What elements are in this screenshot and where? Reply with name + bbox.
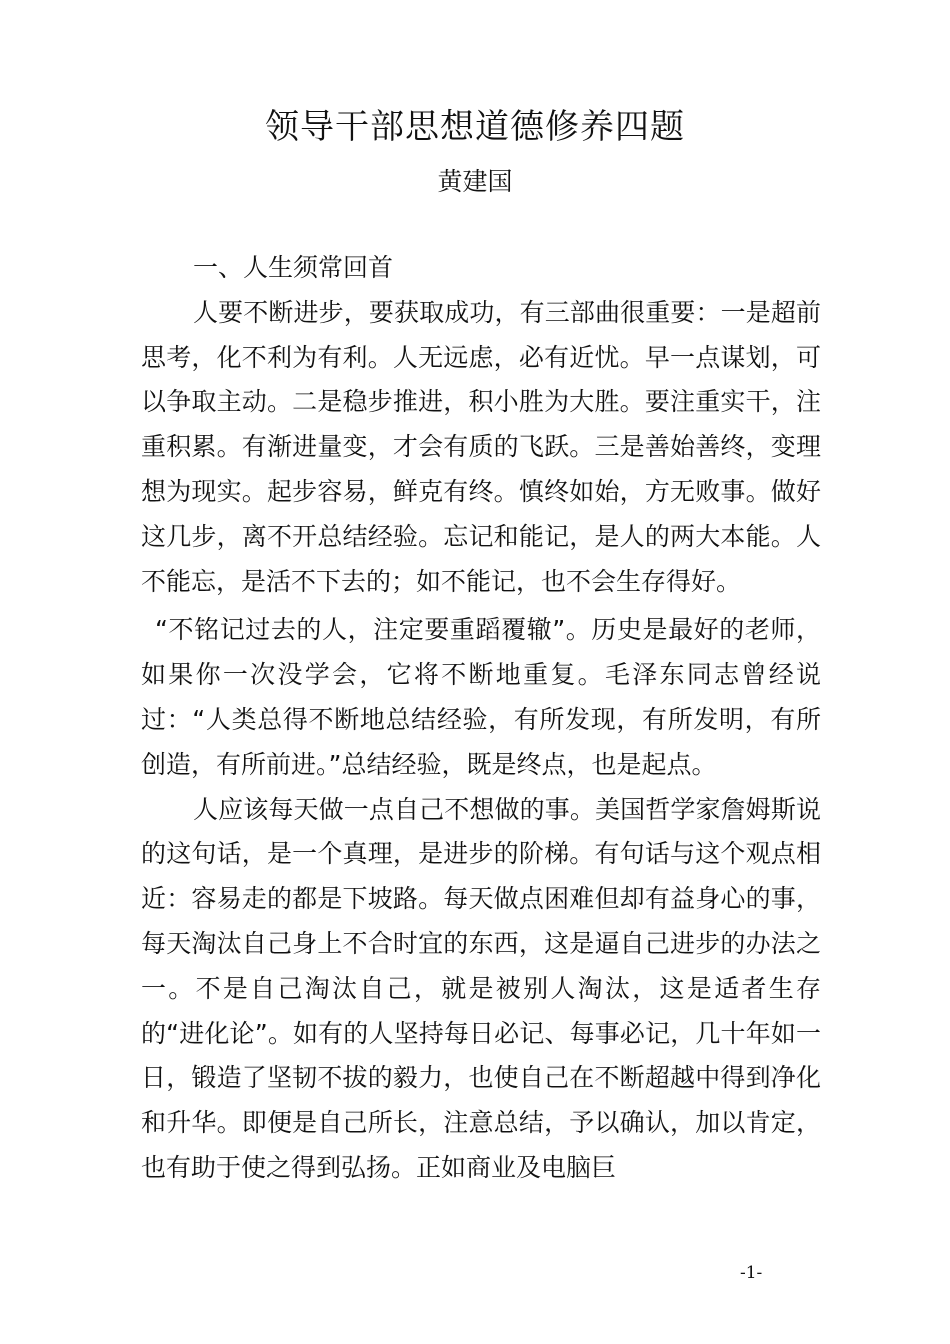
paragraph: 人应该每天做一点自己不想做的事。美国哲学家詹姆斯说的这句话，是一个真理，是进步的阶梯。有句话与这个观点相近：容易走的都是下坡路。每天做点困难但却有益身心的事，每天淘汰自己身上不合时宜的东西，这是逼自己进步的办法之一。不是自己淘汰自己，就是被别人淘汰，这是适者生存的“进化论”。如有的人坚持每日必记、每事必记，几十年如一日，锻造了坚韧不拔的毅力，也使自己在不断超越中得到净化和升华。即便是自己所长，注意总结，予以确认，加以肯定，也有助于使之得到弘扬。正如商业及电脑巨: [141, 794, 821, 1182]
section-heading: 一、人生须常回首: [193, 253, 394, 282]
document-author: 黄建国: [437, 167, 513, 196]
document-title: 领导干部思想道德修养四题: [265, 107, 685, 147]
paragraph: 人要不断进步，要获取成功，有三部曲很重要：一是超前思考，化不利为有利。人无远虑，必有近忧。早一点谋划，可以争取主动。二是稳步推进，积小胜为大胜。要注重实干，注重积累。有渐进量变，才会有质的飞跃。三是善始善终，变理想为现实。起步容易，鲜克有终。慎终如始，方无败事。做好这几步，离不开总结经验。忘记和能记，是人的两大本能。人不能忘，是活不下去的；如不能记，也不会生存得好。: [141, 297, 821, 596]
page-number-text: -1-: [740, 1263, 763, 1283]
document-body: [141, 246, 821, 1191]
paragraph: “不铭记过去的人，注定要重蹈覆辙”。历史是最好的老师，如果你一次没学会，它将不断地重复。毛泽东同志曾经说过：“人类总得不断地总结经验，有所发现，有所发明，有所创造，有所前进。”总结经验，既是终点，也是起点。: [141, 615, 821, 779]
